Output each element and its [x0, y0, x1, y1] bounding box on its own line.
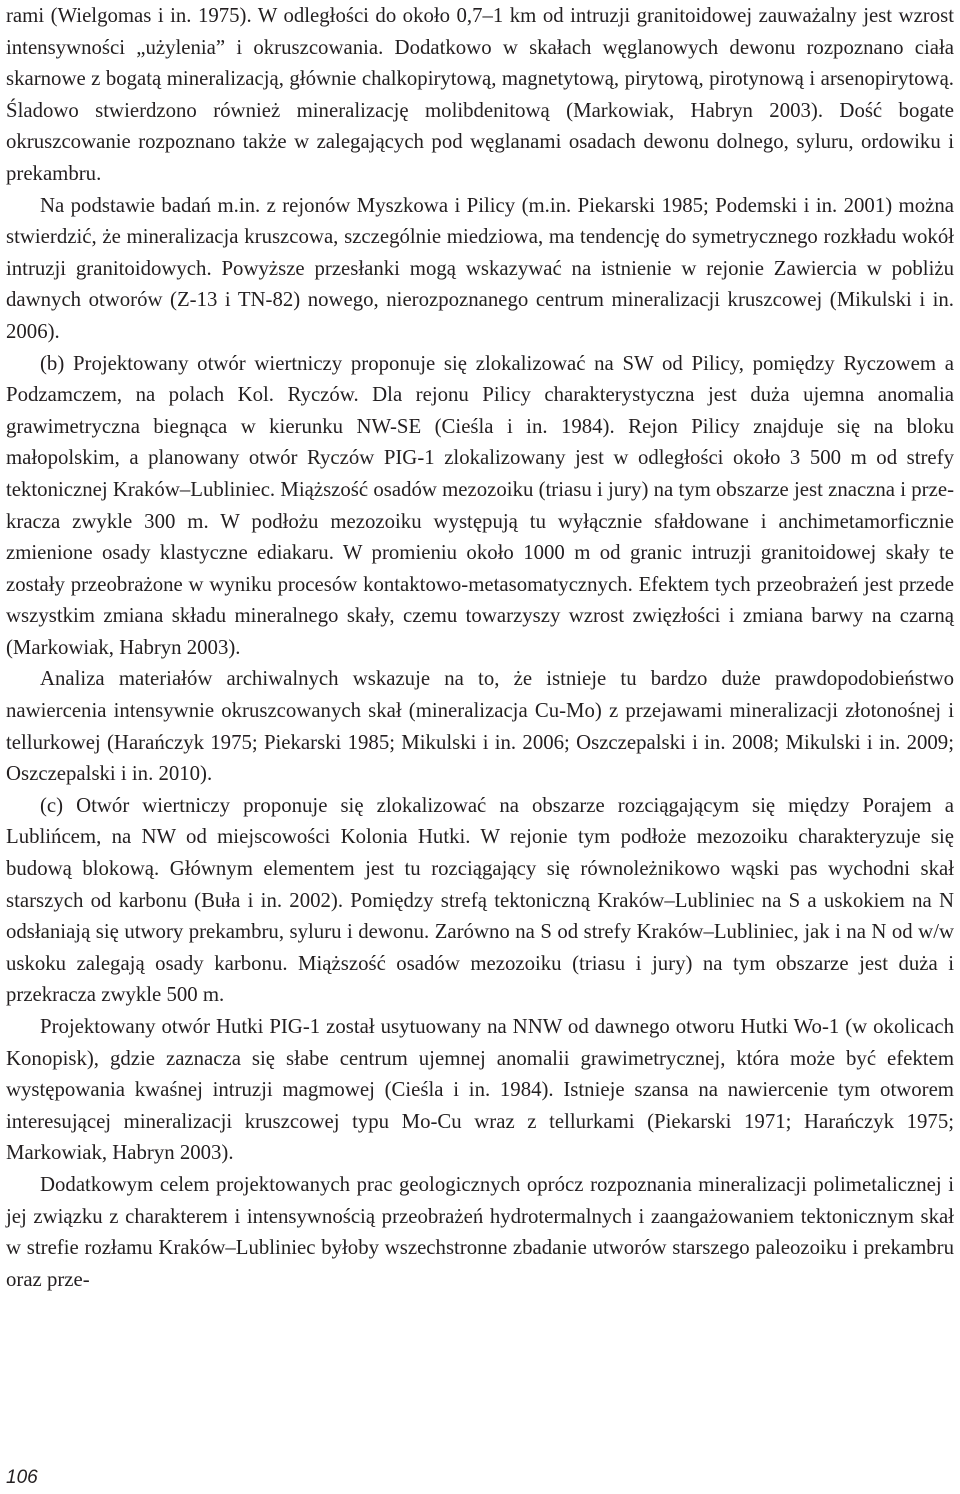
paragraph-continuation: rami (Wielgomas i in. 1975). W odległości do około 0,7–1 km od intruzji granitoidowej zauważalny jest wzrost intensywności „użylenia” i okruszcowania. Dodatkowo w skałach węglanowych dewonu rozpoznano ciała skarnowe z bogatą mineralizacją, głównie chalkopirytową, magnetytową, pirytową, pirotynową i arsenopirytową. Śladowo stwierdzono również mineralizację molibdenitową (Markowiak, Habryn 2003). Dość bogate okruszcowanie rozpoznano także w zalegających pod węglanami osadach dewonu dolnego, syluru, ordowiku i prekambru. [6, 4, 954, 185]
paragraph-hutki-pig-1: Projektowany otwór Hutki PIG-1 został usytuowany na NNW od dawnego otworu Hutki Wo-1 (w okolicach Konopisk), gdzie zaznacza się słabe centrum ujemnej anomalii grawimetrycznej, która może być efektem występowania kwaśnej intruzji magmowej (Cieśla i in. 1984). Istnieje szansa na nawiercenie tym otworem interesującej mineralizacji kruszcowej typu Mo-Cu wraz z tellurkami (Piekarski 1971; Harańczyk 1975; Markowiak, Habryn 2003). [6, 1015, 954, 1165]
paragraph-archival-analysis: Analiza materiałów archiwalnych wskazuje na to, że istnieje tu bardzo duże prawdopodobieństwo nawiercenia intensywnie okruszcowanych skał (mineralizacja Cu-Mo) z przejawami mineralizacji złotonośnej i tellurkowej (Harańczyk 1975; Piekarski 1985; Mikulski i in. 2006; Oszczepalski i in. 2008; Mikulski i in. 2009; Oszczepalski i in. 2010). [6, 667, 954, 786]
page-body [6, 0, 954, 1295]
paragraph-b-ryczow: (b) Projektowany otwór wiertniczy proponuje się zlokalizować na SW od Pilicy, pomiędzy Ryczowem a Podzamczem, na polach Kol. Ryczów. Dla rejonu Pilicy charakterystyczna jest duża ujemna anomalia grawimetryczna biegnąca w kierunku NW-SE (Cieśla i in. 1984). Rejon Pilicy znajduje się na bloku małopolskim, a planowany otwór Ryczów PIG-1 zlokalizowany jest w odległości około 3 500 m od strefy tektonicznej Kraków–Lubliniec. Miąższość osadów mezozoiku (triasu i jury) na tym obszarze jest znaczna i przekracza zwykle 300 m. W podłożu mezozoiku występują tu wyłącznie sfałdowane i anchimetamorficznie zmienione osady klastyczne ediakaru. W promieniu około 1000 m od granic intruzji granitoidowej skały te zostały przeobrażone w wyniku procesów kontaktowo-metasomatycznych. Efektem tych przeobrażeń jest przede wszystkim zmiana składu mineralnego skały, czemu towarzyszy wzrost zwięzłości i zmiana barwy na czarną (Markowiak, Habryn 2003). [6, 351, 954, 659]
paragraph-c-hutki: (c) Otwór wiertniczy proponuje się zlokalizować na obszarze rozciągającym się między Porajem a Lublińcem, na NW od miejscowości Kolonia Hutki. W rejonie tym podłoże mezozoiku charakteryzuje się budową blokową. Głównym elementem jest tu rozciągający się równoleżnikowo wąski pas wychodni skał starszych od karbonu (Buła i in. 2002). Pomiędzy strefą tektoniczną Kraków–Lubliniec na S a uskokiem na N odsłaniają się utwory prekambru, syluru i dewonu. Zarówno na S od strefy Kraków–Lubliniec, jak i na N od w/w uskoku zalegają osady karbonu. Miąższość osadów mezozoiku (triasu i jury) na tym obszarze jest duża i przekracza zwykle 500 m. [6, 793, 954, 1007]
paragraph-additional-goal: Dodatkowym celem projektowanych prac geologicznych oprócz rozpoznania mineralizacji polimetalicznej i jej związku z charakterem i intensywnością przeobrażeń hydrotermalnych i zaangażowaniem tektonicznym skał w strefie rozłamu Kraków–Lubliniec byłoby wszechstronne zbadanie utworów starszego paleozoiku i prekambru oraz prze- [6, 1172, 954, 1291]
page-number: 106 [6, 1467, 38, 1488]
paragraph-myszkow-pilica: Na podstawie badań m.in. z rejonów Myszkowa i Pilicy (m.in. Piekarski 1985; Podemski i in. 2001) można stwierdzić, że mineralizacja kruszcowa, szczególnie miedziowa, ma tendencję do symetrycznego rozkładu wokół intruzji granitoidowych. Powyższe przesłanki mogą wskazywać na istnienie w rejonie Zawiercia w pobliżu dawnych otworów (Z-13 i TN-82) nowego, nierozpoznanego centrum mineralizacji kruszcowej (Mikulski i in. 2006). [6, 193, 954, 343]
